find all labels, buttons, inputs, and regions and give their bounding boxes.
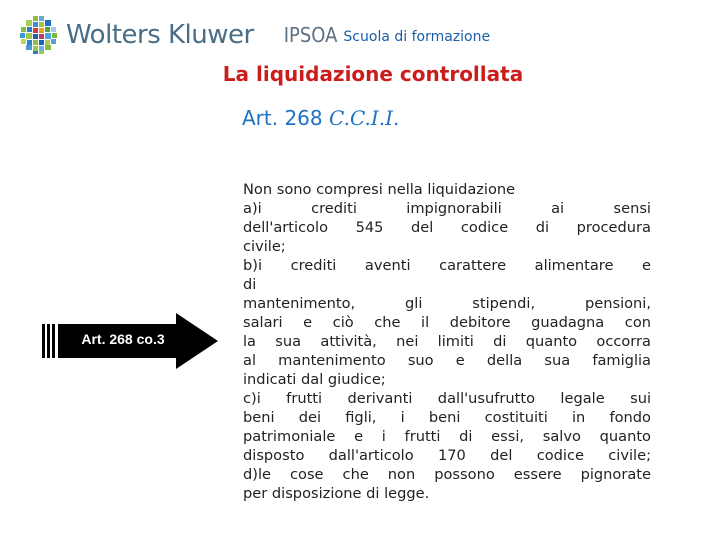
- body-line: dell'articolo 545 del codice di procedura: [243, 219, 651, 236]
- body-line: d)le cose che non possono essere pignorate: [243, 466, 651, 483]
- article-body: [243, 180, 651, 503]
- reference-label: Art. 268 co.3: [81, 331, 165, 347]
- slide-subtitle: [242, 106, 399, 130]
- body-line: b)i crediti aventi carattere alimentare e: [243, 257, 651, 274]
- body-line: disposto dall'articolo 170 del codice civile;: [243, 447, 651, 464]
- body-line: indicati dal giudice;: [243, 371, 386, 388]
- body-line: mantenimento, gli stipendi, pensioni,: [243, 295, 651, 312]
- school-name: Scuola di formazione: [343, 29, 491, 45]
- brand-name: Wolters Kluwer: [66, 20, 254, 50]
- body-line: salari e ciò che il debitore guadagna con: [243, 314, 651, 331]
- body-line: di: [243, 276, 257, 293]
- body-line: civile;: [243, 238, 286, 255]
- wolters-kluwer-logo-icon: [18, 15, 58, 55]
- body-line: al mantenimento suo e della sua famiglia: [243, 352, 651, 369]
- body-line: patrimoniale e i frutti di essi, salvo quanto: [243, 428, 651, 445]
- body-line: la sua attività, nei limiti di quanto occorra: [243, 333, 651, 350]
- body-line: c)i frutti derivanti dall'usufrutto legale sui: [243, 390, 651, 407]
- body-line: a)i crediti impignorabili ai sensi: [243, 200, 651, 217]
- slide-title: La liquidazione controllata: [222, 62, 524, 86]
- subtitle-article: Art. 268: [242, 106, 329, 130]
- body-line: beni dei figli, i beni costituiti in fondo: [243, 409, 651, 426]
- body-line: per disposizione di legge.: [243, 485, 430, 502]
- subtitle-code: C.C.I.I.: [329, 106, 400, 130]
- ipsoa-name: IPSOA: [283, 23, 338, 47]
- header-logo: [18, 14, 498, 56]
- body-line: Non sono compresi nella liquidazione: [243, 181, 516, 198]
